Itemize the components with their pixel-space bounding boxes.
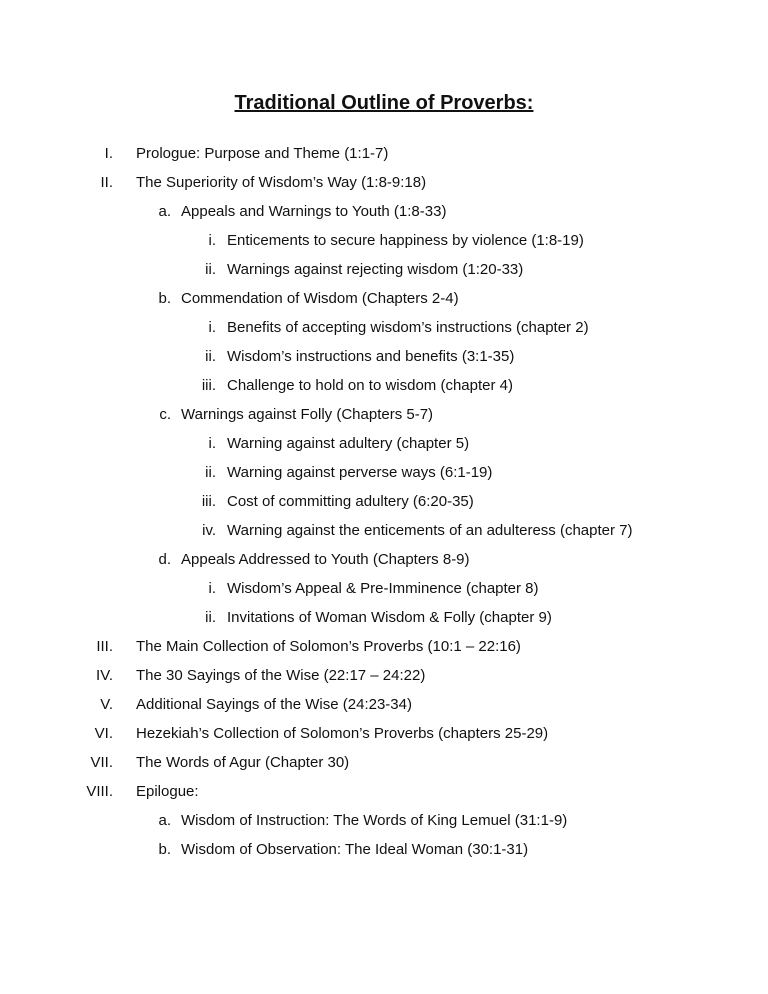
outline-item-level-1 (0, 168, 768, 197)
outline-marker: ii. (205, 464, 216, 481)
outline-item-level-3 (0, 226, 768, 255)
outline-marker: I. (104, 145, 113, 162)
outline-item-level-1 (0, 777, 768, 806)
outline-item-level-2 (0, 806, 768, 835)
outline-item-level-3 (0, 603, 768, 632)
outline-item-level-1 (0, 690, 768, 719)
outline-marker: II. (100, 174, 113, 191)
outline-item-level-2 (0, 197, 768, 226)
outline-text: Warnings against Folly (Chapters 5-7) (181, 406, 434, 423)
outline-marker: iii. (201, 493, 216, 510)
outline-marker: b. (158, 841, 171, 858)
outline-item-level-1 (0, 719, 768, 748)
outline-text: Commendation of Wisdom (Chapters 2-4) (181, 290, 459, 307)
outline-item-level-2 (0, 545, 768, 574)
outline-marker: b. (158, 290, 171, 307)
outline-marker: ii. (205, 609, 216, 626)
outline-marker: V. (100, 696, 113, 713)
outline-text: Appeals and Warnings to Youth (1:8-33) (181, 203, 447, 220)
outline-marker: i. (208, 435, 216, 452)
outline-text: Wisdom of Observation: The Ideal Woman (30:1-31) (181, 841, 529, 858)
outline-marker: iii. (201, 377, 216, 394)
outline-text: Warning against the enticements of an adulteress (chapter 7) (227, 522, 633, 539)
outline-text: Warning against adultery (chapter 5) (227, 435, 470, 452)
outline-text: Wisdom of Instruction: The Words of King Lemuel (31:1-9) (181, 812, 568, 829)
outline-marker: VII. (90, 754, 113, 771)
outline-text: Hezekiah’s Collection of Solomon’s Proverbs (chapters 25-29) (136, 725, 549, 742)
outline-item-level-3 (0, 429, 768, 458)
outline-marker: ii. (205, 348, 216, 365)
outline-text: Epilogue: (136, 783, 199, 800)
outline-marker: VIII. (86, 783, 113, 800)
outline-marker: d. (158, 551, 171, 568)
outline-marker: III. (96, 638, 113, 655)
outline-marker: VI. (94, 725, 113, 742)
outline-item-level-1 (0, 632, 768, 661)
outline-text: Enticements to secure happiness by violence (1:8-19) (227, 232, 584, 249)
outline-text: Wisdom’s Appeal & Pre-Imminence (chapter 8) (227, 580, 539, 597)
outline-text: Wisdom’s instructions and benefits (3:1-35) (227, 348, 515, 365)
outline-item-level-1 (0, 139, 768, 168)
outline-text: Benefits of accepting wisdom’s instructions (chapter 2) (227, 319, 589, 336)
outline-item-level-3 (0, 516, 768, 545)
outline-item-level-3 (0, 371, 768, 400)
outline-text: The Superiority of Wisdom’s Way (1:8-9:18) (136, 174, 427, 191)
page-title: Traditional Outline of Proverbs: (234, 92, 534, 114)
outline-text: Warning against perverse ways (6:1-19) (227, 464, 493, 481)
outline-marker: iv. (202, 522, 216, 539)
outline-item-level-3 (0, 487, 768, 516)
outline-item-level-3 (0, 255, 768, 284)
outline-item-level-3 (0, 313, 768, 342)
outline-text: Prologue: Purpose and Theme (1:1-7) (136, 145, 389, 162)
outline-marker: a. (158, 812, 171, 829)
outline-item-level-2 (0, 835, 768, 864)
outline-marker: i. (208, 232, 216, 249)
outline-text: Invitations of Woman Wisdom & Folly (chapter 9) (227, 609, 552, 626)
outline-text: Cost of committing adultery (6:20-35) (227, 493, 474, 510)
outline-item-level-3 (0, 574, 768, 603)
outline-item-level-3 (0, 458, 768, 487)
outline-item-level-1 (0, 661, 768, 690)
outline-text: The Main Collection of Solomon’s Proverbs (10:1 – 22:16) (136, 638, 521, 655)
outline-marker: a. (158, 203, 171, 220)
outline-marker: i. (208, 580, 216, 597)
outline-list (0, 139, 768, 864)
outline-text: Additional Sayings of the Wise (24:23-34) (136, 696, 412, 713)
outline-item-level-2 (0, 284, 768, 313)
outline-marker: IV. (96, 667, 113, 684)
outline-text: The Words of Agur (Chapter 30) (136, 754, 350, 771)
outline-item-level-1 (0, 748, 768, 777)
outline-text: Appeals Addressed to Youth (Chapters 8-9) (181, 551, 470, 568)
outline-marker: ii. (205, 261, 216, 278)
outline-text: The 30 Sayings of the Wise (22:17 – 24:22) (136, 667, 426, 684)
outline-marker: c. (159, 406, 171, 423)
outline-marker: i. (208, 319, 216, 336)
outline-text: Warnings against rejecting wisdom (1:20-33) (227, 261, 524, 278)
outline-item-level-2 (0, 400, 768, 429)
outline-text: Challenge to hold on to wisdom (chapter 4) (227, 377, 513, 394)
outline-item-level-3 (0, 342, 768, 371)
